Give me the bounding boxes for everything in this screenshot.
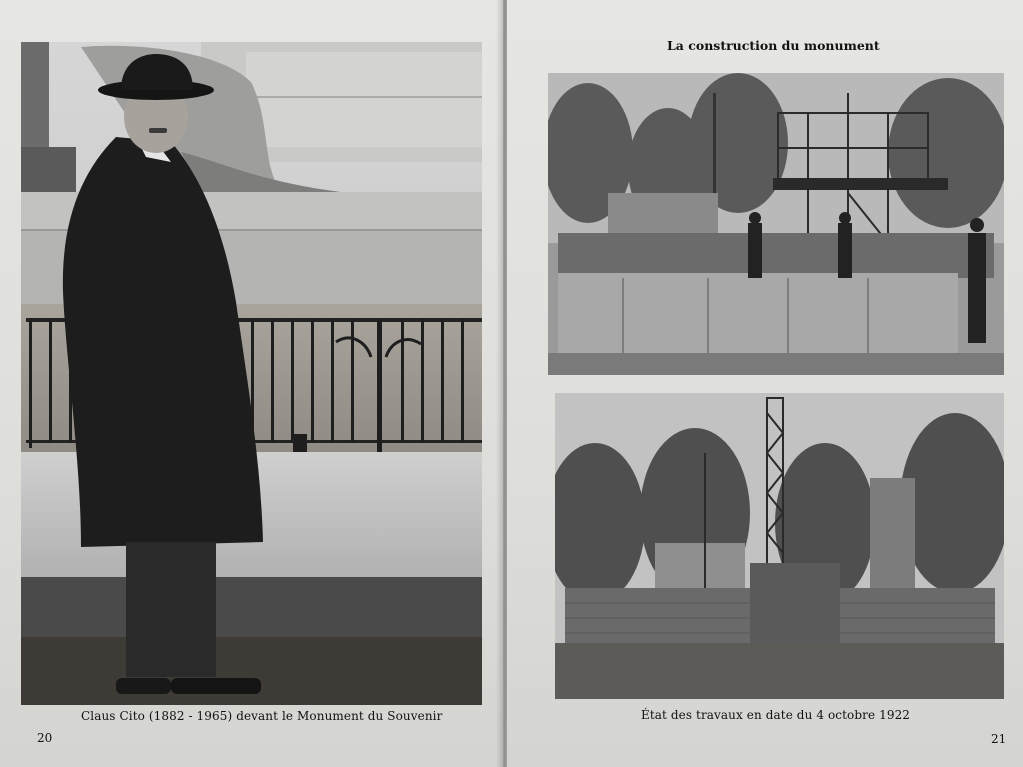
left-page bbox=[0, 0, 503, 767]
right-page bbox=[507, 0, 1023, 767]
running-head: La construction du monument bbox=[667, 38, 880, 53]
portrait-photo bbox=[21, 42, 482, 705]
construction-photo-bottom bbox=[555, 393, 1004, 699]
page-number-left: 20 bbox=[37, 731, 53, 745]
construction-photo-top bbox=[548, 73, 1004, 375]
bottom-photo-caption: État des travaux en date du 4 octobre 1922 bbox=[641, 708, 911, 722]
portrait-caption: Claus Cito (1882 - 1965) devant le Monument du Souvenir bbox=[81, 709, 443, 723]
page-number-right: 21 bbox=[991, 732, 1007, 746]
